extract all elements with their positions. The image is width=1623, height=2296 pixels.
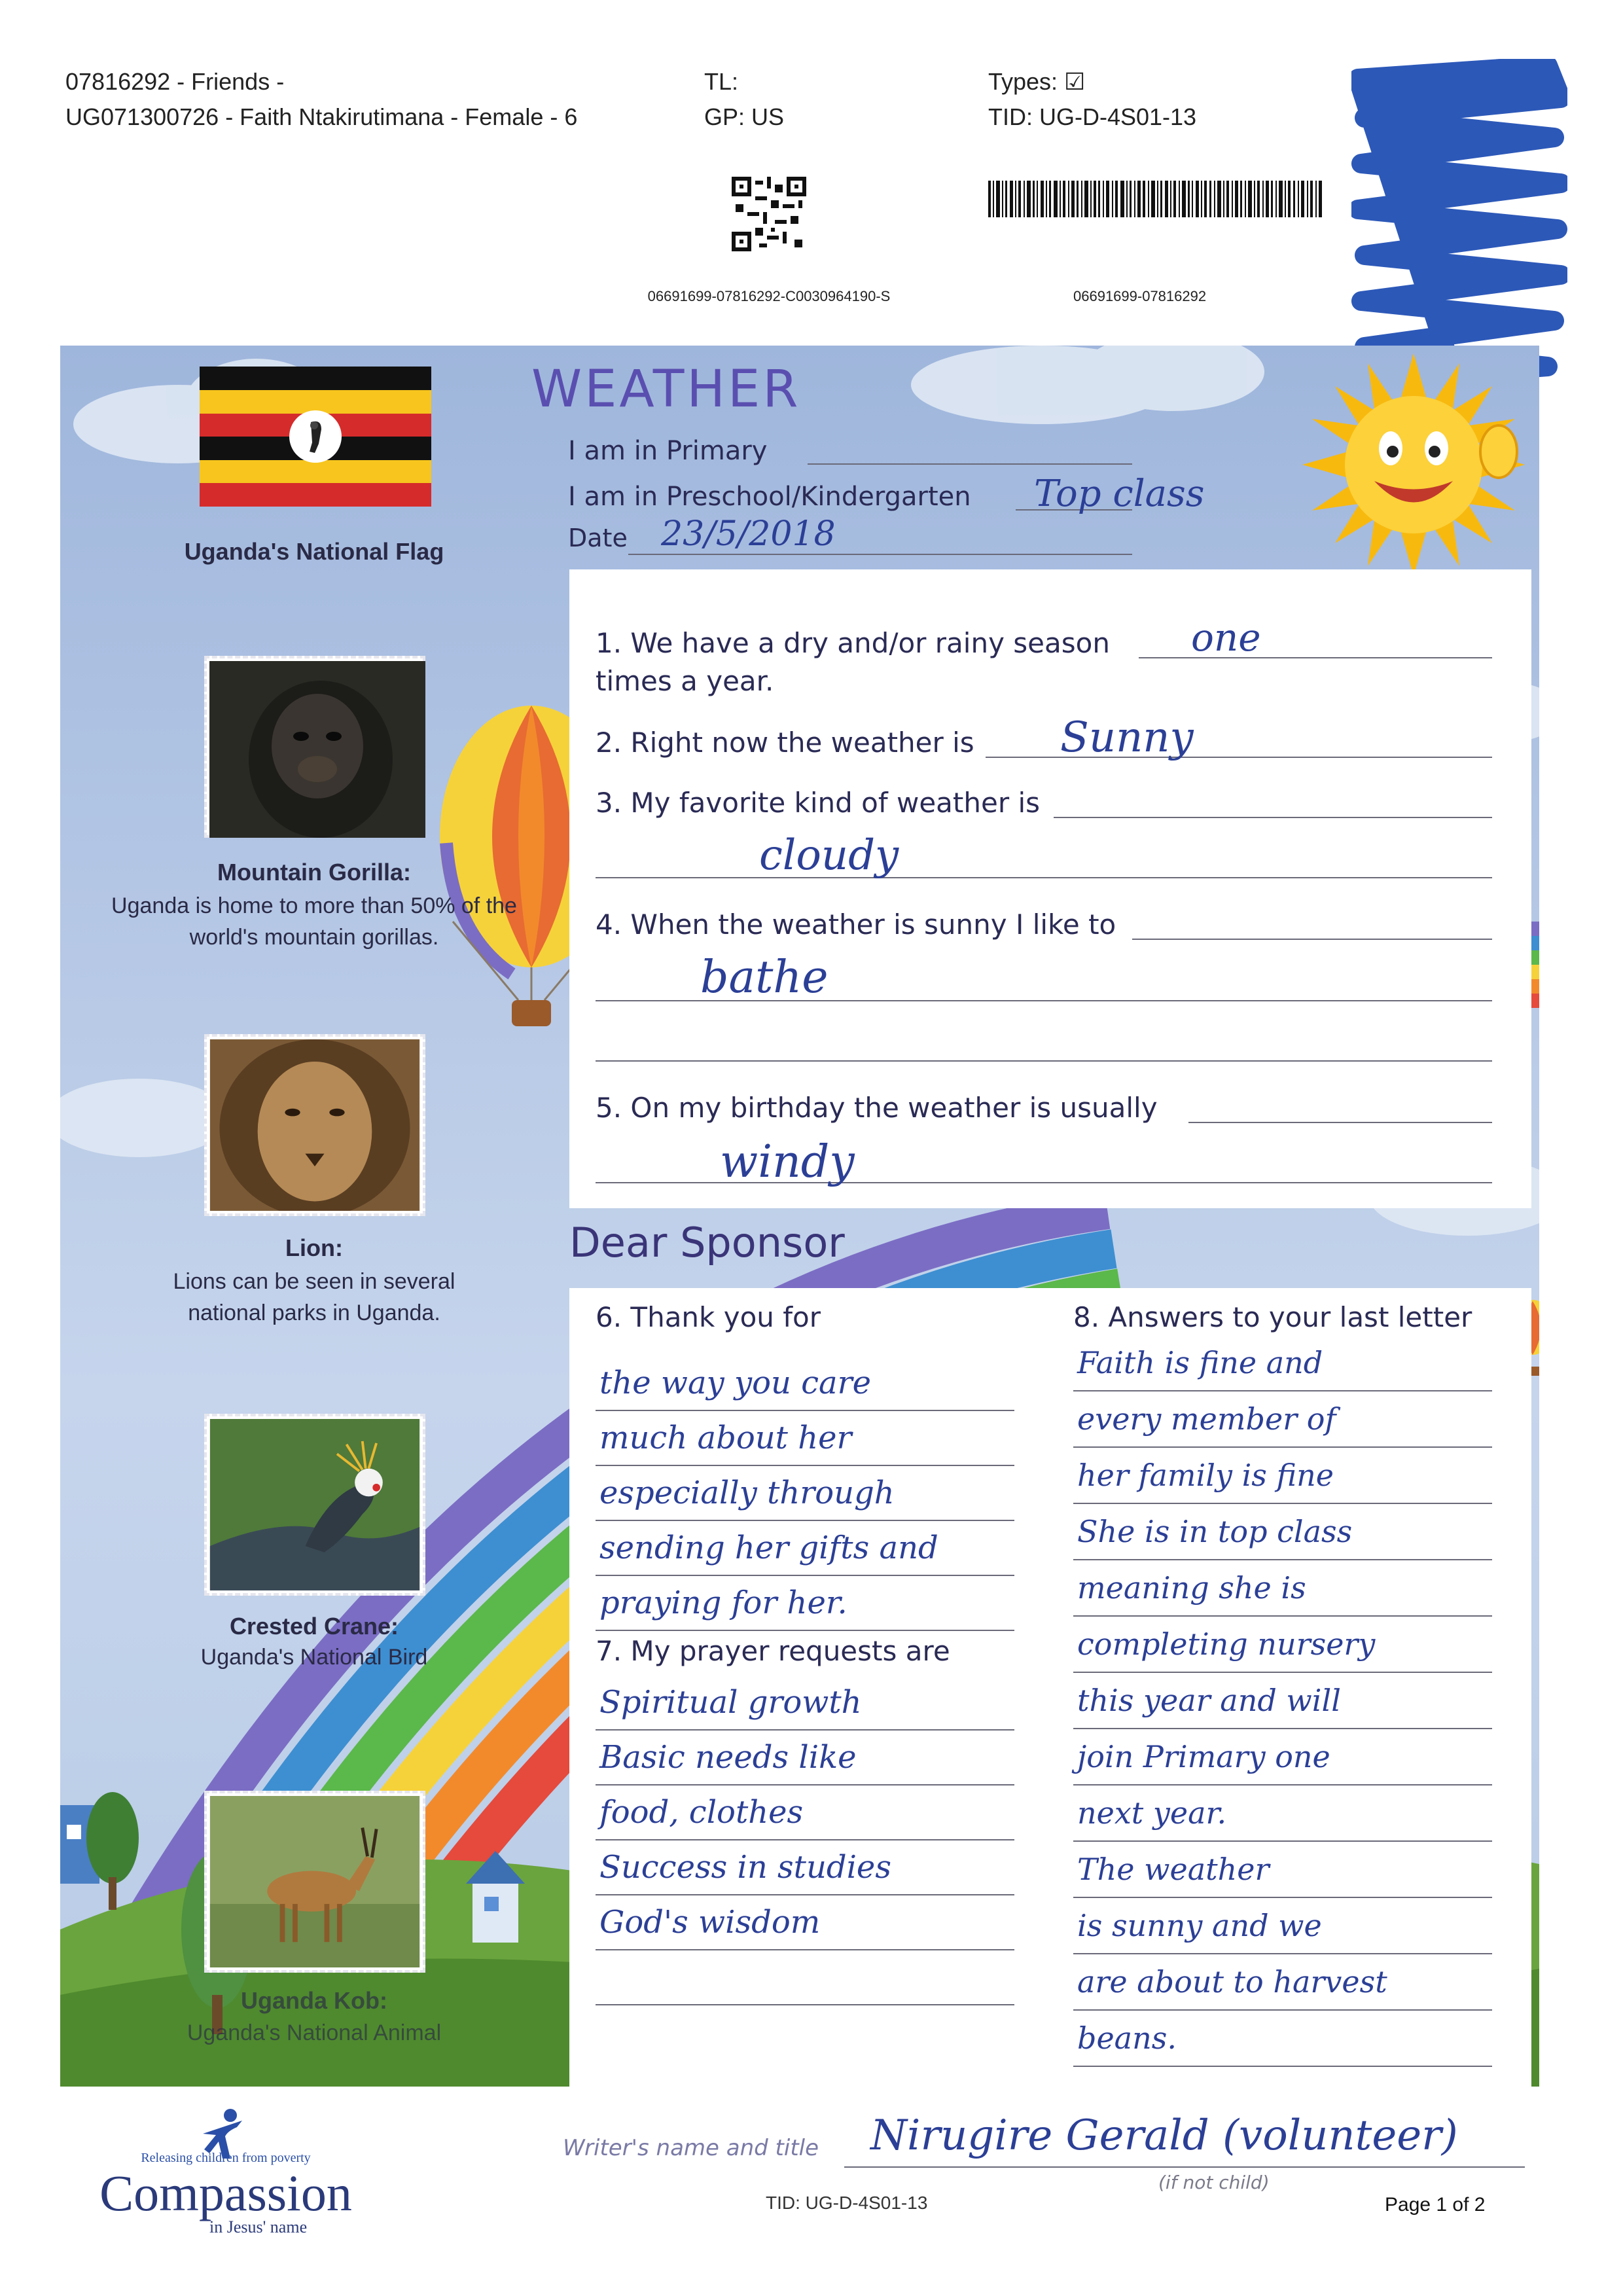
form-title: WEATHER — [531, 360, 801, 419]
q7-answer-lines — [596, 1676, 1014, 2005]
q6-answer-lines — [596, 1356, 1014, 1631]
kob-photo — [204, 1791, 425, 1973]
q6-line: sending her gifts and — [596, 1521, 1014, 1576]
header-line-2: UG071300726 - Faith Ntakirutimana - Female - 6 — [65, 103, 578, 130]
crane-title: Crested Crane: — [229, 1613, 399, 1640]
logo-name: Compassion — [99, 2164, 352, 2221]
kob-title: Uganda Kob: — [241, 1987, 387, 2014]
q8-line: her family is fine — [1073, 1448, 1492, 1504]
q1-suffix: times a year. — [596, 665, 774, 697]
q6-line: much about her — [596, 1411, 1014, 1466]
lion-photo — [204, 1034, 425, 1216]
qr-code-text: 06691699-07816292-C0030964190-S — [647, 288, 891, 304]
if-not-child: (if not child) — [1158, 2172, 1270, 2193]
q4-line-3 — [596, 1060, 1492, 1062]
header-tl: TL: — [704, 68, 739, 95]
page-number: Page 1 of 2 — [1385, 2194, 1486, 2215]
q6-line: the way you care — [596, 1356, 1014, 1411]
q8-line: this year and will — [1073, 1673, 1492, 1729]
q1-label: 1. We have a dry and/or rainy season — [596, 627, 1110, 659]
barcode-text: 06691699-07816292 — [1073, 288, 1207, 304]
q3-line-2 — [596, 877, 1492, 878]
q7-line: food, clothes — [596, 1785, 1014, 1840]
gorilla-photo — [204, 656, 425, 838]
date-label: Date — [568, 524, 628, 552]
preschool-label: I am in Preschool/Kindergarten — [568, 482, 971, 512]
q5-line — [1188, 1122, 1492, 1123]
writer-value: Nirugire Gerald (volunteer) — [870, 2111, 1458, 2160]
primary-label: I am in Primary — [568, 436, 768, 466]
preschool-value: Top class — [1034, 473, 1205, 515]
q5-label: 5. On my birthday the weather is usually — [596, 1092, 1158, 1124]
q7-line: Spiritual growth — [596, 1676, 1014, 1731]
logo-sub: in Jesus' name — [209, 2217, 308, 2236]
q7-line: Success in studies — [596, 1840, 1014, 1895]
dear-sponsor: Dear Sponsor — [569, 1219, 845, 1266]
logo-tagline: Releasing children from poverty — [141, 2151, 311, 2165]
q4-line — [1132, 939, 1492, 940]
header-gp: GP: US — [704, 103, 785, 130]
q8-line: join Primary one — [1073, 1729, 1492, 1785]
gorilla-body: Uganda is home to more than 50% of the world's mountain gorillas. — [111, 893, 517, 950]
q5-value: windy — [720, 1136, 855, 1188]
compassion-logo — [85, 2108, 366, 2238]
q8-line: next year. — [1073, 1785, 1492, 1842]
q8-answer-lines — [1073, 1335, 1492, 2067]
lion-body: Lions can be seen in several national parks in Uganda. — [173, 1269, 455, 1325]
q8-label: 8. Answers to your last letter — [1073, 1301, 1472, 1333]
redaction-mark — [1351, 59, 1567, 386]
writer-label: Writer's name and title — [563, 2135, 819, 2161]
crane-photo — [204, 1414, 425, 1596]
primary-line — [808, 463, 1132, 465]
q2-label: 2. Right now the weather is — [596, 726, 974, 759]
header-types: Types: ☑ — [988, 68, 1086, 95]
q8-line: She is in top class — [1073, 1504, 1492, 1560]
flag-caption: Uganda's National Flag — [184, 538, 444, 565]
q6-line: praying for her. — [596, 1576, 1014, 1631]
writer-line — [844, 2166, 1525, 2168]
header-tid: TID: UG-D-4S01-13 — [988, 103, 1197, 130]
q8-line: every member of — [1073, 1391, 1492, 1448]
q8-line: completing nursery — [1073, 1617, 1492, 1673]
lion-title: Lion: — [285, 1234, 343, 1261]
q1-value: one — [1191, 615, 1261, 660]
sun-icon — [1302, 353, 1525, 576]
qr-code-icon — [732, 177, 806, 251]
q8-line: Faith is fine and — [1073, 1335, 1492, 1391]
date-value: 23/5/2018 — [661, 514, 836, 554]
q2-value: Sunny — [1060, 713, 1194, 762]
barcode-icon — [988, 181, 1322, 217]
uganda-flag-icon — [200, 367, 431, 507]
q8-line: meaning she is — [1073, 1560, 1492, 1617]
kob-body: Uganda's National Animal — [187, 2020, 442, 2045]
crane-body: Uganda's National Bird — [200, 1645, 428, 1670]
q7-line: God's wisdom — [596, 1895, 1014, 1950]
q3-value: cloudy — [759, 831, 899, 880]
q4-value: bathe — [700, 952, 829, 1003]
q3-label: 3. My favorite kind of weather is — [596, 787, 1041, 819]
q4-label: 4. When the weather is sunny I like to — [596, 908, 1116, 941]
q6-line: especially through — [596, 1466, 1014, 1521]
gorilla-title: Mountain Gorilla: — [217, 859, 411, 886]
q3-line — [1054, 817, 1492, 818]
q8-line: are about to harvest — [1073, 1954, 1492, 2011]
q8-line: beans. — [1073, 2011, 1492, 2067]
q7-line — [596, 1950, 1014, 2005]
q7-line: Basic needs like — [596, 1731, 1014, 1785]
q8-line: The weather — [1073, 1842, 1492, 1898]
date-line — [628, 554, 1132, 555]
q8-line: is sunny and we — [1073, 1898, 1492, 1954]
footer-tid: TID: UG-D-4S01-13 — [766, 2193, 928, 2213]
q7-label: 7. My prayer requests are — [596, 1635, 950, 1667]
header-line-1: 07816292 - Friends - — [65, 68, 285, 95]
q6-label: 6. Thank you for — [596, 1301, 821, 1333]
